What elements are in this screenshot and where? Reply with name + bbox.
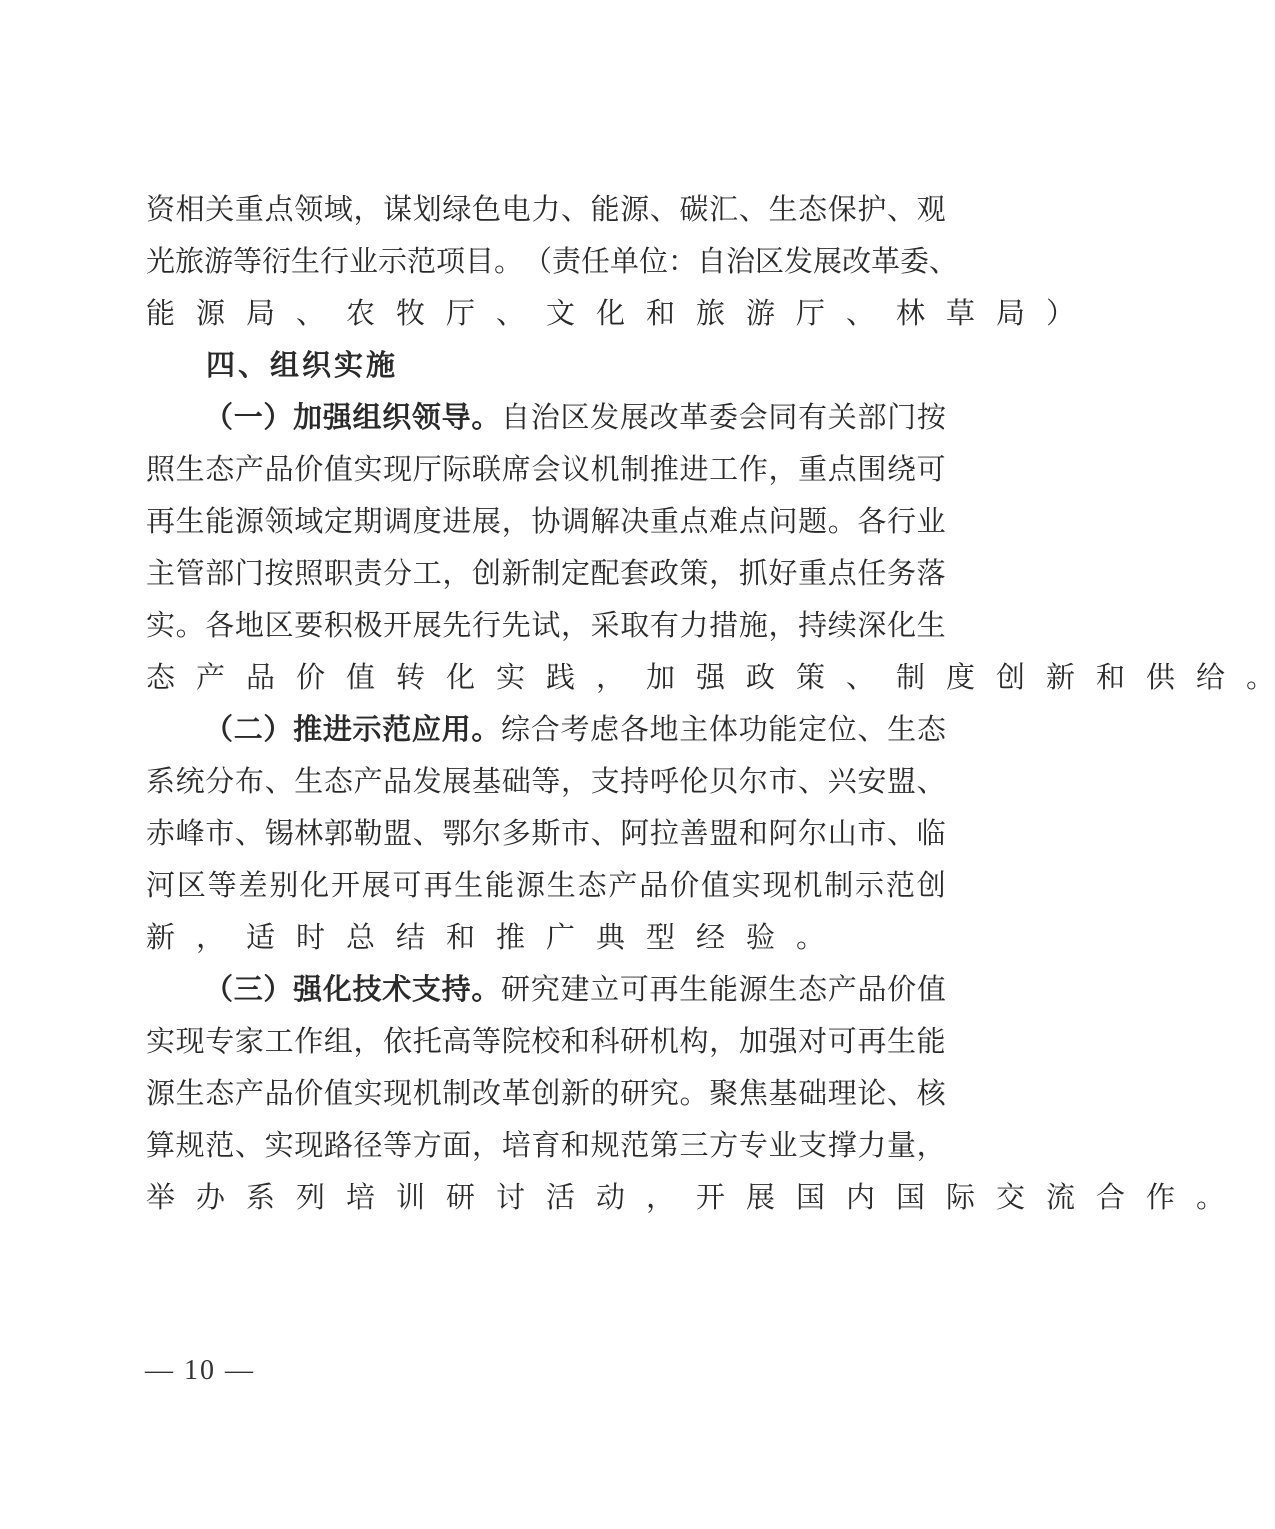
section-heading: 四、组织实施 (206, 348, 399, 382)
text-line: 赤 峰 市 、 锡 林 郭 勒 盟 、 鄂 尔 多 斯 市 、 阿 拉 善 盟 和 阿 尔 山 市 、 临 (146, 816, 946, 850)
text-line: 能 源 局 、 农 牧 厅 、 文 化 和 旅 游 厅 、 林 草 局 ） (146, 296, 1076, 330)
text-line: 新 ， 适 时 总 结 和 推 广 典 型 经 验 。 (146, 920, 826, 954)
section-1 (146, 391, 1275, 703)
text-line: 实 。 各 地 区 要 积 极 开 展 先 行 先 试 ， 采 取 有 力 措 施 ， 持 续 深 化 生 (146, 608, 946, 642)
text-line: 源 生 态 产 品 价 值 实 现 机 制 改 革 创 新 的 研 究 。 聚 焦 基 础 理 论 、 核 (146, 1076, 946, 1110)
text-line: （ 一 ） 加 强 组 织 领 导 。 自 治 区 发 展 改 革 委 会 同 有 关 部 门 按 (204, 400, 946, 434)
section-2 (146, 703, 946, 963)
text-line: 算 规 范 、 实 现 路 径 等 方 面 ， 培 育 和 规 范 第 三 方 专 业 支 撑 力 量 ， (146, 1128, 946, 1162)
text-line: 态 产 品 价 值 转 化 实 践 ， 加 强 政 策 、 制 度 创 新 和 供 给 。 (146, 660, 1275, 694)
text-line: 实 现 专 家 工 作 组 ， 依 托 高 等 院 校 和 科 研 机 构 ， 加 强 对 可 再 生 能 (146, 1024, 946, 1058)
document-body (146, 183, 1275, 1223)
text-line: 河 区 等 差 别 化 开 展 可 再 生 能 源 生 态 产 品 价 值 实 现 机 制 示 范 创 (146, 868, 946, 902)
page-number: — 10 — (145, 1355, 255, 1386)
text-line: 照 生 态 产 品 价 值 实 现 厅 际 联 席 会 议 机 制 推 进 工 作 ， 重 点 围 绕 可 (146, 452, 946, 486)
text-line: （ 三 ） 强 化 技 术 支 持 。 研 究 建 立 可 再 生 能 源 生 态 产 品 价 值 (204, 972, 946, 1006)
text-line: 再 生 能 源 领 域 定 期 调 度 进 展 ， 协 调 解 决 重 点 难 点 问 题 。 各 行 业 (146, 504, 946, 538)
text-line: （ 二 ） 推 进 示 范 应 用 。 综 合 考 虑 各 地 主 体 功 能 定 位 、 生 态 (204, 712, 946, 746)
continuation-paragraph (146, 183, 1076, 339)
text-line: 主 管 部 门 按 照 职 责 分 工 ， 创 新 制 定 配 套 政 策 ， 抓 好 重 点 任 务 落 (146, 556, 946, 590)
text-line: 光 旅 游 等 衍 生 行 业 示 范 项 目 。 （ 责 任 单 位 ： 自 治 区 发 展 改 革 委 、 (146, 244, 959, 278)
text-line: 举 办 系 列 培 训 研 讨 活 动 ， 开 展 国 内 国 际 交 流 合 作 。 (146, 1180, 1226, 1214)
text-line: 资 相 关 重 点 领 域 ， 谋 划 绿 色 电 力 、 能 源 、 碳 汇 、 生 态 保 护 、 观 (146, 192, 946, 226)
section-3 (146, 963, 1226, 1223)
text-line: 系 统 分 布 、 生 态 产 品 发 展 基 础 等 ， 支 持 呼 伦 贝 尔 市 、 兴 安 盟 、 (146, 764, 946, 798)
